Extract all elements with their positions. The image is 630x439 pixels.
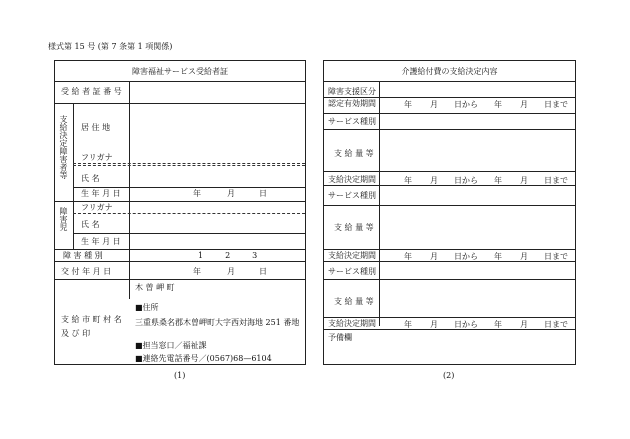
cert-end-year: 年	[494, 100, 502, 109]
support-class-label: 障害支援区分	[328, 87, 376, 96]
birth-month: 月	[227, 189, 235, 198]
birth-day: 日	[259, 189, 267, 198]
address-heading: ■住所	[135, 303, 159, 312]
d3-start-year: 年	[404, 320, 412, 329]
service-type-label-2: サービス種別	[328, 191, 376, 200]
d1-end-day: 日まで	[544, 176, 568, 185]
d2-start-year: 年	[404, 252, 412, 261]
disability-type-label: 障 害 種 別	[63, 251, 103, 260]
amount-label-1: 支 給 量 等	[334, 149, 374, 158]
remarks-label: 予備欄	[328, 333, 352, 342]
cert-end-day: 日まで	[544, 100, 568, 109]
d1-start-year: 年	[404, 176, 412, 185]
form-number: 様式第 15 号 (第 7 条第 1 項関係)	[48, 42, 173, 51]
d3-start-month: 月	[430, 320, 438, 329]
child-name-label: 氏 名	[81, 220, 100, 229]
contact-phone: ■連絡先電話番号／(0567)68—6104	[135, 354, 272, 363]
issue-date-label: 交 付 年 月 日	[61, 267, 112, 276]
d1-end-year: 年	[494, 176, 502, 185]
d2-start-day: 日から	[454, 252, 478, 261]
d3-end-month: 月	[520, 320, 528, 329]
caption-1: (1)	[174, 371, 186, 380]
cert-start-day: 日から	[454, 100, 478, 109]
cert-end-month: 月	[520, 100, 528, 109]
address-value: 三重県桑名郡木曽岬町大字西対海地 251 番地	[135, 318, 300, 327]
birthdate-label: 生 年 月 日	[81, 189, 121, 198]
furigana-label: フリガナ	[81, 153, 113, 162]
d3-end-year: 年	[494, 320, 502, 329]
cert-start-year: 年	[404, 100, 412, 109]
child-birthdate-label: 生 年 月 日	[81, 237, 121, 246]
cert-period-label: 認定有効期間	[328, 99, 376, 108]
left-form-title: 障害福祉サービス受給者証	[132, 67, 228, 76]
decision-period-label-1: 支給決定期間	[328, 175, 376, 184]
disability-type-values: 1 2 3	[198, 251, 260, 260]
issue-month: 月	[227, 267, 235, 276]
group-label-recipient: 支給決定障害者等	[59, 115, 68, 179]
name-label: 氏 名	[81, 174, 100, 183]
d3-end-day: 日まで	[544, 320, 568, 329]
service-type-label-3: サービス種別	[328, 267, 376, 276]
right-form-title: 介護給付費の支給決定内容	[401, 67, 498, 76]
municipality-name: 木 曽 岬 町	[135, 283, 175, 292]
child-furigana-label: フリガナ	[81, 203, 113, 212]
decision-period-label-2: 支給決定期間	[328, 251, 376, 260]
benefit-decision-form	[323, 60, 576, 365]
d1-start-month: 月	[430, 176, 438, 185]
decision-period-label-3: 支給決定期間	[328, 319, 376, 328]
d2-start-month: 月	[430, 252, 438, 261]
d2-end-day: 日まで	[544, 252, 568, 261]
caption-2: (2)	[443, 371, 455, 380]
d1-end-month: 月	[520, 176, 528, 185]
birth-year: 年	[193, 189, 201, 198]
amount-label-2: 支 給 量 等	[334, 223, 374, 232]
issue-year: 年	[193, 267, 201, 276]
municipality-label: 支 給 市 町 村 名 及 び 印	[61, 315, 122, 338]
address-label: 居 住 地	[81, 123, 111, 132]
amount-label-3: 支 給 量 等	[334, 297, 374, 306]
recipient-number-label: 受 給 者 証 番 号	[61, 87, 122, 96]
recipient-certificate-form	[54, 60, 306, 365]
cert-start-month: 月	[430, 100, 438, 109]
d2-end-month: 月	[520, 252, 528, 261]
d1-start-day: 日から	[454, 176, 478, 185]
contact-window: ■担当窓口／福祉課	[135, 341, 207, 350]
service-type-label-1: サービス種別	[328, 117, 376, 126]
d3-start-day: 日から	[454, 320, 478, 329]
d2-end-year: 年	[494, 252, 502, 261]
issue-day: 日	[259, 267, 267, 276]
group-label-child: 障害児	[59, 207, 68, 231]
